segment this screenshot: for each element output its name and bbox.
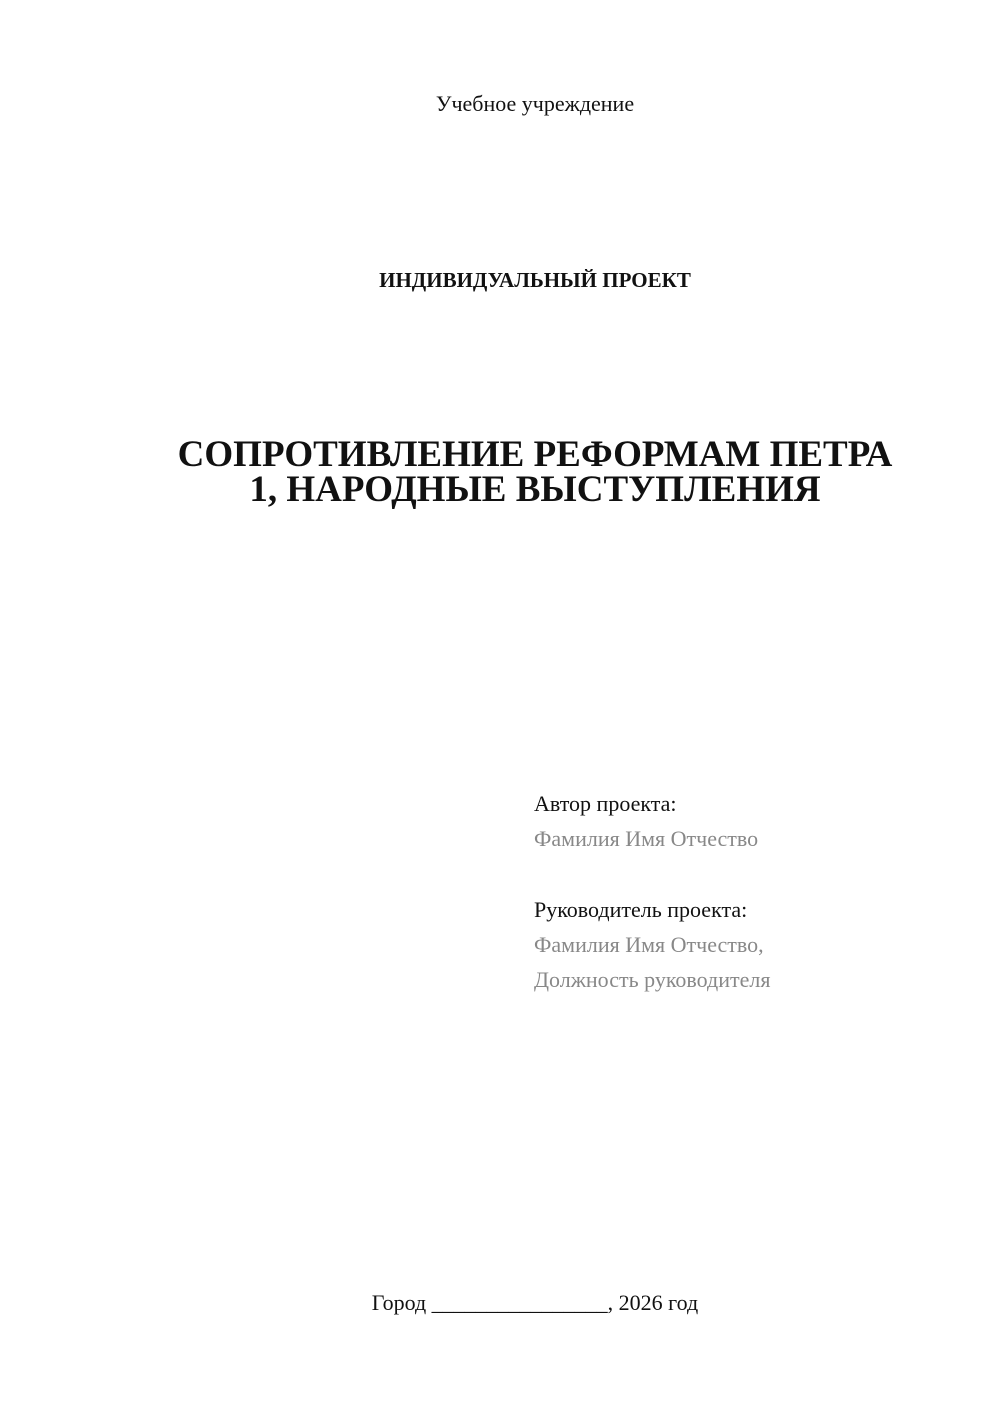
city-year: Город ________________, 2026 год [371, 1290, 699, 1315]
supervisor-label: Руководитель проекта: [534, 897, 748, 922]
supervisor-block [534, 892, 770, 997]
title-line-1: СОПРОТИВЛЕНИЕ РЕФОРМАМ ПЕТРА [177, 434, 893, 475]
project-title [140, 434, 930, 510]
supervisor-position: Должность руководителя [534, 967, 771, 992]
author-block [534, 786, 758, 856]
document-type: ИНДИВИДУАЛЬНЫЙ ПРОЕКТ [379, 268, 691, 292]
author-name: Фамилия Имя Отчество [534, 826, 759, 851]
supervisor-name: Фамилия Имя Отчество, [534, 932, 764, 957]
institution: Учебное учреждение [435, 91, 635, 116]
author-label: Автор проекта: [534, 791, 677, 816]
title-line-2: 1, НАРОДНЫЕ ВЫСТУПЛЕНИЯ [249, 469, 821, 510]
